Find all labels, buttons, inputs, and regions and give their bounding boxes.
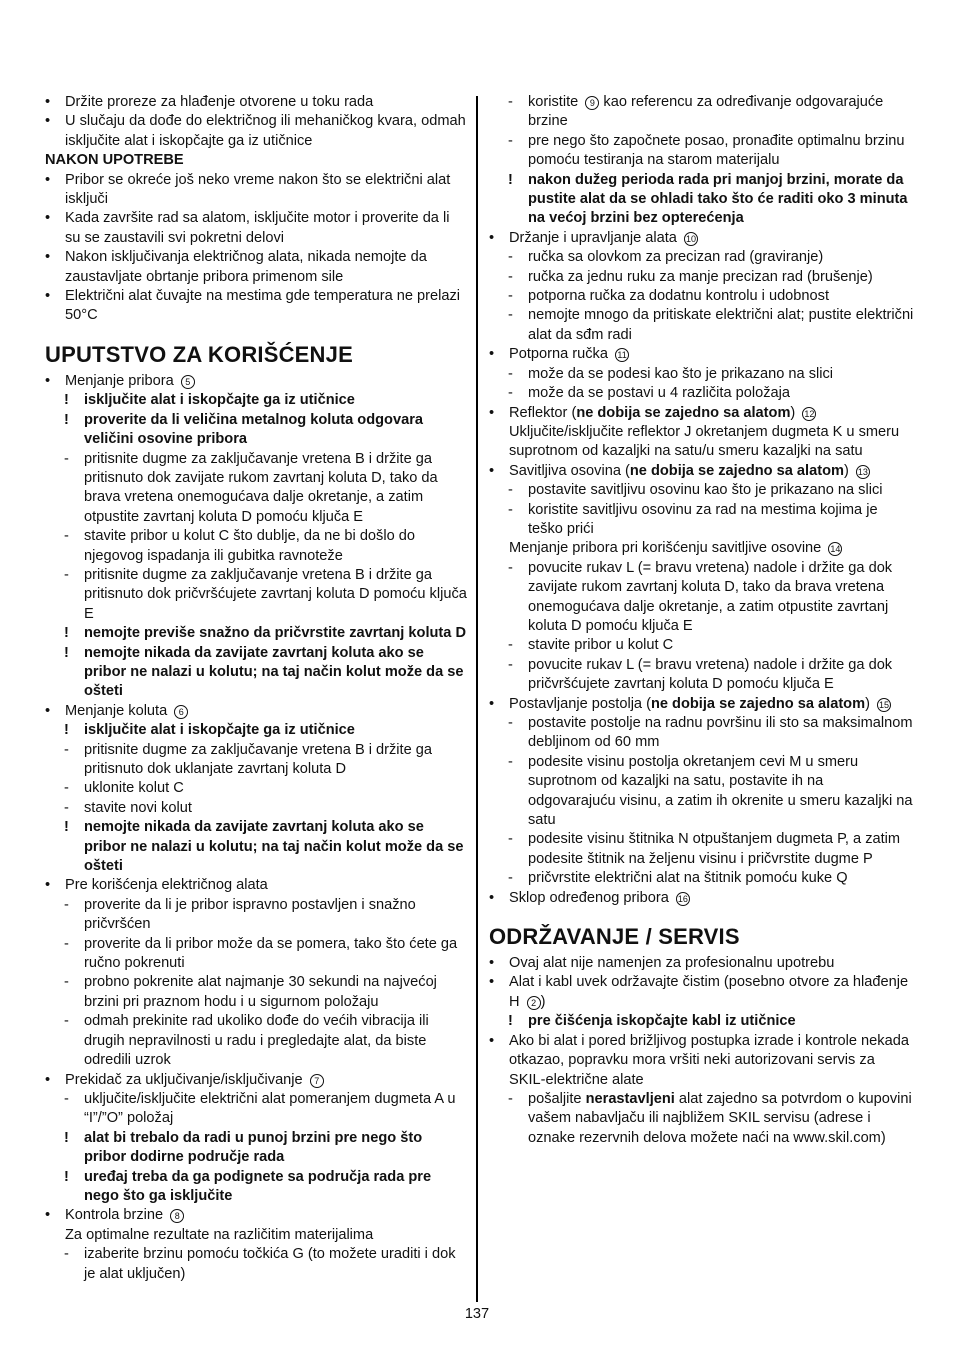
dash-item bbox=[45, 779, 467, 798]
dash-item bbox=[45, 973, 467, 1012]
figure-ref-number: 12 bbox=[804, 408, 815, 419]
item-text-body: uređaj treba da ga podignete sa područja rada pre nego što ga isključite bbox=[84, 1168, 432, 1204]
bullet-item bbox=[45, 702, 467, 721]
dash-marker: - bbox=[508, 249, 513, 266]
item-text-body: proverite da li veličina metalnog koluta odgovara veličini osovine pribora bbox=[84, 411, 423, 448]
item-text bbox=[528, 268, 914, 287]
figure-ref-number: 6 bbox=[174, 705, 188, 719]
item-text-body: alat zajedno sa potvrdom o kupovini vašem nabavljaču ili najbližem SKIL servisu (adrese i oznake rezervnih delova možete naći na www.skil.com) bbox=[528, 1090, 912, 1146]
dash-item bbox=[489, 656, 914, 695]
item-text-body: uključite/isključite električni alat pomeranjem dugmeta A u “I”/”O” položaj bbox=[84, 1090, 456, 1127]
bullet-marker: • bbox=[45, 372, 51, 389]
item-text-body: Menjanje pribora bbox=[65, 372, 174, 389]
item-text-body: uklonite kolut C bbox=[84, 780, 184, 797]
item-text-bold: nerastavljeni bbox=[585, 1090, 675, 1107]
figure-ref-number: 11 bbox=[615, 348, 629, 362]
bullet-marker: • bbox=[45, 288, 51, 305]
item-text-body: nemojte nikada da zavijate zavrtanj koluta ako se pribor ne nalazi u kolutu; na taj način kolut može da se ošteti bbox=[84, 819, 464, 875]
item-text bbox=[528, 93, 914, 132]
item-text bbox=[528, 1012, 914, 1031]
warning-marker: ! bbox=[508, 1013, 513, 1030]
warning-marker: ! bbox=[64, 392, 69, 409]
item-text bbox=[84, 1129, 467, 1168]
bullet-marker: • bbox=[489, 695, 495, 712]
dash-item bbox=[45, 741, 467, 780]
bullet-item bbox=[45, 287, 467, 326]
item-text-body: potporna ručka za dodatnu kontrolu i udobnost bbox=[528, 288, 830, 305]
bullet-marker: • bbox=[45, 877, 51, 894]
warning-item bbox=[45, 644, 467, 702]
warning-item bbox=[45, 721, 467, 740]
dash-item bbox=[489, 714, 914, 753]
bullet-item bbox=[489, 973, 914, 1012]
item-text bbox=[528, 248, 914, 267]
dash-item bbox=[45, 566, 467, 624]
bullet-item bbox=[45, 248, 467, 287]
item-text bbox=[84, 1168, 467, 1207]
item-text-body: izaberite brzinu pomoću točkića G (to možete uraditi i dok je alat uključen) bbox=[84, 1246, 456, 1282]
item-text bbox=[509, 695, 914, 714]
item-text-tail: ) bbox=[790, 404, 796, 421]
bullet-item bbox=[489, 954, 914, 973]
warning-marker: ! bbox=[64, 1168, 69, 1185]
dash-item bbox=[489, 636, 914, 655]
bullet-item bbox=[45, 1071, 467, 1090]
bullet-item bbox=[45, 1206, 467, 1225]
item-text bbox=[84, 527, 467, 566]
item-text-body: podesite visinu štitnika N otpuštanjem dugmeta P, a zatim podesite štitnik na željenu visinu i pričvrstite dugme P bbox=[528, 831, 901, 867]
item-text bbox=[528, 132, 914, 171]
warning-marker: ! bbox=[64, 411, 69, 428]
item-text-body: probno pokrenite alat najmanje 30 sekundi na najvećoj brzini pri praznom hodu i u sigurnom položaju bbox=[84, 974, 437, 1010]
item-text bbox=[84, 644, 467, 702]
item-text bbox=[65, 287, 467, 326]
dash-marker: - bbox=[64, 1090, 69, 1107]
dash-marker: - bbox=[508, 132, 513, 149]
bullet-item bbox=[45, 171, 467, 210]
warning-marker: ! bbox=[64, 625, 69, 642]
item-text bbox=[65, 876, 467, 895]
item-text bbox=[84, 1245, 467, 1284]
item-text-body: Menjanje koluta bbox=[65, 702, 168, 719]
item-text bbox=[509, 462, 914, 481]
item-text bbox=[509, 404, 914, 462]
dash-item bbox=[489, 268, 914, 287]
dash-item bbox=[45, 1012, 467, 1070]
item-text bbox=[65, 1071, 467, 1090]
dash-marker: - bbox=[508, 1090, 513, 1107]
item-text bbox=[528, 1090, 914, 1148]
bullet-marker: • bbox=[45, 94, 51, 110]
bullet-marker: • bbox=[489, 346, 495, 363]
item-text-bold: ne dobija se zajedno sa alatom bbox=[629, 462, 844, 479]
dash-marker: - bbox=[508, 94, 513, 110]
warning-item bbox=[45, 391, 467, 410]
figure-ref-number: 2 bbox=[527, 996, 541, 1010]
dash-item bbox=[489, 481, 914, 500]
item-text-body: može da se postavi u 4 različita položaja bbox=[528, 385, 791, 402]
dash-marker: - bbox=[64, 780, 69, 797]
item-text bbox=[509, 229, 914, 248]
item-text-tail: ) bbox=[843, 462, 849, 479]
item-text bbox=[65, 171, 467, 210]
item-text-body: nemojte nikada da zavijate zavrtanj koluta ako se pribor ne nalazi u kolutu; na taj način kolut može da se ošteti bbox=[84, 644, 464, 700]
item-text-body: Sklop određenog pribora bbox=[509, 889, 669, 906]
dash-marker: - bbox=[508, 870, 513, 887]
section-heading-wrap bbox=[489, 908, 914, 954]
figure-ref-number: 15 bbox=[879, 699, 890, 710]
dash-marker: - bbox=[508, 637, 513, 654]
dash-marker: - bbox=[64, 799, 69, 816]
dash-marker: - bbox=[508, 307, 513, 324]
dash-item bbox=[489, 559, 914, 637]
item-text bbox=[509, 345, 914, 364]
bullet-item bbox=[489, 404, 914, 462]
dash-marker: - bbox=[508, 288, 513, 305]
item-text bbox=[509, 1032, 914, 1090]
item-text-body: Alat i kabl uvek održavajte čistim (posebno otvore za hlađenje H bbox=[509, 974, 909, 1010]
dash-marker: - bbox=[508, 482, 513, 499]
dash-item bbox=[45, 1090, 467, 1129]
item-text bbox=[84, 391, 467, 410]
bullet-item bbox=[489, 229, 914, 248]
item-text-body: Ako bi alat i pored brižljivog postupka izrade i kontrole nekada otkazao, popravku mora vršiti neki autorizovani servis za SKIL-električne alate bbox=[509, 1032, 909, 1088]
bullet-marker: • bbox=[489, 889, 495, 906]
item-text bbox=[65, 702, 467, 721]
dash-marker: - bbox=[64, 1013, 69, 1030]
bullet-item bbox=[45, 112, 467, 151]
dash-marker: - bbox=[64, 528, 69, 545]
item-text-body: povucite rukav L (= bravu vretena) nadole i držite ga dok zavijate rukom zavrtanj koluta D, tako da brava vretena onemogućava dalje okretanje, a zatim otpustite zavrtanj koluta D pomoću ključa E bbox=[528, 559, 893, 634]
item-text bbox=[528, 559, 914, 637]
item-text-body: ručka za jednu ruku za manje precizan rad (brušenje) bbox=[528, 268, 873, 285]
paragraph bbox=[489, 539, 914, 558]
item-text-body: Uključite/isključite reflektor J okretanjem dugmeta K u smeru suprotnom od kazaljki na satu/u smeru kazaljki na satu bbox=[509, 423, 900, 460]
dash-marker: - bbox=[508, 656, 513, 673]
dash-item bbox=[45, 527, 467, 566]
item-text bbox=[528, 753, 914, 831]
item-text-lead: pošaljite bbox=[528, 1090, 582, 1107]
item-text-body: Pribor se okreće još neko vreme nakon što se električni alat isključi bbox=[65, 171, 451, 208]
warning-marker: ! bbox=[64, 819, 69, 836]
section-heading: ODRŽAVANJE / SERVIS bbox=[489, 924, 740, 950]
item-text bbox=[84, 721, 467, 740]
item-text-body: nemojte previše snažno da pričvrstite zavrtanj koluta D bbox=[84, 625, 466, 642]
item-text-bold: ne dobija se zajedno sa alatom bbox=[650, 695, 866, 712]
item-text bbox=[528, 481, 914, 500]
dash-item bbox=[489, 132, 914, 171]
figure-ref-number: 16 bbox=[677, 893, 688, 904]
bullet-item bbox=[489, 1032, 914, 1090]
item-text-body: Pre korišćenja električnog alata bbox=[65, 877, 268, 894]
item-text-body: postavite savitljivu osovinu kao što je prikazano na slici bbox=[528, 482, 883, 499]
dash-marker: - bbox=[508, 559, 513, 576]
dash-marker: - bbox=[64, 935, 69, 952]
dash-marker: - bbox=[508, 715, 513, 731]
section-heading-wrap bbox=[45, 326, 467, 372]
item-text bbox=[528, 656, 914, 695]
item-text-body: Držanje i upravljanje alata bbox=[509, 229, 677, 246]
dash-marker: - bbox=[64, 566, 69, 583]
dash-marker: - bbox=[64, 896, 69, 913]
item-text bbox=[84, 624, 467, 643]
item-text bbox=[84, 411, 467, 450]
item-text-lead: koristite bbox=[528, 94, 579, 110]
item-text bbox=[65, 93, 467, 112]
item-text bbox=[509, 889, 914, 908]
warning-marker: ! bbox=[508, 171, 513, 188]
item-text-tail: ) bbox=[540, 993, 546, 1010]
bullet-marker: • bbox=[489, 955, 495, 972]
item-text-body: podesite visinu postolja okretanjem cevi M u smeru suprotnom od kazaljki na satu, postavite ih na odgovarajuću visinu, a zatim ih okrenite u smeru kazaljki na satu bbox=[528, 753, 913, 829]
item-text bbox=[84, 450, 467, 528]
item-text-body: U slučaju da dođe do električnog ili mehaničkog kvara, odmah isključite alat i iskopčajte ga iz utičnice bbox=[65, 113, 466, 149]
figure-ref-number: 8 bbox=[170, 1209, 184, 1223]
item-text bbox=[528, 306, 914, 345]
item-text-body: stavite novi kolut bbox=[84, 799, 192, 816]
bullet-marker: • bbox=[45, 210, 51, 227]
item-text-body: koristite savitljivu osovinu za rad na mestima kojima je teško prići bbox=[528, 501, 878, 537]
dash-item bbox=[489, 306, 914, 345]
paragraph bbox=[45, 1226, 467, 1245]
item-text bbox=[84, 1012, 467, 1070]
item-text bbox=[528, 365, 914, 384]
item-text-body: isključite alat i iskopčajte ga iz utičnice bbox=[84, 722, 355, 739]
figure-ref-number: 5 bbox=[181, 375, 195, 389]
bullet-marker: • bbox=[489, 1032, 495, 1049]
item-text-body: povucite rukav L (= bravu vretena) nadole i držite ga dok pričvršćujete zavrtanj koluta D pomoću ključa E bbox=[528, 656, 893, 693]
item-text bbox=[65, 112, 467, 151]
dash-item bbox=[45, 450, 467, 528]
dash-marker: - bbox=[64, 741, 69, 758]
bullet-item bbox=[45, 876, 467, 895]
item-text bbox=[509, 973, 914, 1012]
bullet-item bbox=[45, 209, 467, 248]
bullet-item bbox=[489, 889, 914, 908]
bullet-marker: • bbox=[45, 1207, 51, 1224]
bullet-marker: • bbox=[489, 404, 495, 421]
dash-item bbox=[45, 1245, 467, 1284]
item-text bbox=[528, 636, 914, 655]
dash-item bbox=[489, 384, 914, 403]
dash-item bbox=[489, 753, 914, 831]
bullet-marker: • bbox=[489, 229, 495, 246]
warning-marker: ! bbox=[64, 644, 69, 661]
item-text-body: Prekidač za uključivanje/isključivanje bbox=[65, 1071, 303, 1088]
item-text-body: Električni alat čuvajte na mestima gde temperatura ne prelazi 50°C bbox=[65, 288, 461, 324]
item-text bbox=[65, 372, 467, 391]
item-text-body: isključite alat i iskopčajte ga iz utičnice bbox=[84, 392, 355, 409]
figure-ref-number: 14 bbox=[830, 544, 841, 555]
item-text-body: pritisnite dugme za zaključavanje vretena B i držite ga pritisnuto dok uklanjate zavrtanj koluta D bbox=[84, 741, 432, 777]
figure-ref-number: 9 bbox=[585, 96, 599, 110]
item-text bbox=[84, 896, 467, 935]
dash-item bbox=[489, 287, 914, 306]
bullet-marker: • bbox=[489, 462, 495, 479]
item-text bbox=[84, 1090, 467, 1129]
page-number: 137 bbox=[464, 1306, 490, 1322]
dash-marker: - bbox=[64, 450, 69, 467]
item-text-body: proverite da li je pribor ispravno postavljen i snažno pričvršćen bbox=[84, 896, 416, 933]
item-text-body: Kontrola brzine bbox=[65, 1207, 164, 1224]
item-text bbox=[528, 384, 914, 403]
warning-marker: ! bbox=[64, 722, 69, 739]
item-text bbox=[528, 171, 914, 229]
dash-marker: - bbox=[64, 1246, 69, 1263]
dash-marker: - bbox=[508, 831, 513, 848]
bullet-marker: • bbox=[45, 171, 51, 188]
warning-item bbox=[45, 818, 467, 876]
item-text-body: Držite proreze za hlađenje otvorene u toku rada bbox=[65, 94, 374, 110]
dash-item bbox=[489, 869, 914, 888]
dash-item bbox=[489, 501, 914, 540]
item-text bbox=[509, 954, 914, 973]
bullet-item bbox=[45, 93, 467, 112]
item-text bbox=[84, 973, 467, 1012]
dash-item bbox=[489, 93, 914, 132]
item-text-body: pritisnite dugme za zaključavanje vretena B i držite ga pritisnuto dok pričvršćujete zavrtanj koluta D pomoću ključa E bbox=[84, 566, 467, 622]
dash-marker: - bbox=[508, 268, 513, 285]
dash-item bbox=[45, 896, 467, 935]
bullet-marker: • bbox=[45, 1071, 51, 1088]
item-text bbox=[84, 779, 467, 798]
figure-ref-number: 7 bbox=[310, 1074, 324, 1088]
dash-item bbox=[489, 365, 914, 384]
dash-item bbox=[489, 248, 914, 267]
item-text bbox=[528, 869, 914, 888]
item-text-body: nakon dužeg perioda rada pri manjoj brzini, morate da pustite alat da se ohladi tako što će raditi oko 3 minuta na većoj brzini bez opterećenja bbox=[528, 171, 908, 227]
item-text-body: pre čišćenja iskopčajte kabl iz utičnice bbox=[528, 1013, 796, 1030]
item-text-body: pre nego što započnete posao, pronađite optimalnu brzinu pomoću testiranja na starom materijalu bbox=[528, 132, 905, 169]
item-text bbox=[65, 248, 467, 287]
item-text-lead: Reflektor ( bbox=[509, 404, 577, 421]
dash-item bbox=[489, 830, 914, 869]
item-text-body: stavite pribor u kolut C bbox=[528, 637, 674, 654]
item-text bbox=[528, 830, 914, 869]
bullet-item bbox=[489, 462, 914, 481]
dash-marker: - bbox=[508, 753, 513, 770]
figure-ref-number: 13 bbox=[857, 466, 868, 477]
bullet-item bbox=[489, 695, 914, 714]
item-text-lead: Postavljanje postolja ( bbox=[509, 695, 651, 712]
subheading: NAKON UPOTREBE bbox=[45, 152, 184, 169]
bullet-item bbox=[489, 345, 914, 364]
dash-item bbox=[45, 799, 467, 818]
item-text bbox=[84, 566, 467, 624]
figure-ref-number: 10 bbox=[685, 233, 696, 244]
item-text-body: alat bi trebalo da radi u punoj brzini pre nego što pribor dodirne područje rada bbox=[84, 1129, 423, 1166]
item-text-body: kao referencu za određivanje odgovarajuće brzine bbox=[528, 94, 884, 130]
item-text-body: Ovaj alat nije namenjen za profesionalnu upotrebu bbox=[509, 955, 835, 972]
column-divider bbox=[476, 96, 478, 1302]
item-text-body: stavite pribor u kolut C što dublje, da ne bi došlo do njegovog ispadanja ili gubitka ravnoteže bbox=[84, 528, 415, 564]
item-text-body: odmah prekinite rad ukoliko dođe do većih vibracija ili drugih nepravilnosti u radu i pregledajte alat, da biste odredili uzrok bbox=[84, 1013, 429, 1069]
item-text-lead: Savitljiva osovina ( bbox=[509, 462, 630, 479]
dash-marker: - bbox=[508, 501, 513, 518]
warning-item bbox=[489, 171, 914, 229]
item-text bbox=[84, 799, 467, 818]
item-text-body: može da se podesi kao što je prikazano na slici bbox=[528, 365, 834, 382]
warning-item bbox=[45, 1129, 467, 1168]
bullet-marker: • bbox=[45, 702, 51, 719]
item-text bbox=[84, 935, 467, 974]
item-text-body: pričvrstite električni alat na štitnik pomoću kuke Q bbox=[528, 870, 848, 887]
right-column bbox=[489, 93, 914, 1148]
item-text-body: proverite da li pribor može da se pomera, tako što ćete ga ručno pokrenuti bbox=[84, 935, 458, 972]
warning-item bbox=[45, 411, 467, 450]
dash-item bbox=[45, 935, 467, 974]
item-text bbox=[84, 741, 467, 780]
left-column bbox=[45, 93, 467, 1284]
warning-item bbox=[489, 1012, 914, 1031]
warning-item bbox=[45, 624, 467, 643]
bullet-item bbox=[45, 372, 467, 391]
warning-marker: ! bbox=[64, 1129, 69, 1146]
item-text-body: nemojte mnogo da pritiskate električni alat; pustite električni alat da sđm radi bbox=[528, 307, 914, 343]
item-text bbox=[65, 209, 467, 248]
item-text-body: pritisnite dugme za zaključavanje vretena B i držite ga pritisnuto dok zavijate rukom zavrtanj koluta D, tako da brava vretena onemogućava dalje okretanje, a zatim otpustite zavrtanj koluta D pomoću ključa E bbox=[84, 450, 438, 525]
paragraph-text: Menjanje pribora pri korišćenju savitljive osovine bbox=[509, 540, 822, 557]
item-text bbox=[528, 287, 914, 306]
item-text-body: postavite postolje na radnu površinu ili sto sa maksimalnom debljinom od 60 mm bbox=[528, 715, 913, 751]
paragraph-text: Za optimalne rezultate na različitim materijalima bbox=[65, 1226, 374, 1243]
dash-marker: - bbox=[508, 385, 513, 402]
warning-item bbox=[45, 1168, 467, 1207]
dash-marker: - bbox=[64, 974, 69, 991]
dash-item bbox=[489, 1090, 914, 1148]
item-text-tail: ) bbox=[865, 695, 870, 712]
item-text-body: ručka sa olovkom za precizan rad (graviranje) bbox=[528, 249, 824, 266]
item-text-body: Potporna ručka bbox=[509, 346, 608, 363]
bullet-marker: • bbox=[45, 113, 51, 130]
dash-marker: - bbox=[508, 365, 513, 382]
item-text bbox=[528, 714, 914, 753]
bullet-marker: • bbox=[489, 974, 495, 991]
item-text-body: Kada završite rad sa alatom, isključite motor i proverite da li su se zaustavili svi pokretni delovi bbox=[65, 210, 450, 246]
bullet-marker: • bbox=[45, 249, 51, 266]
item-text bbox=[528, 501, 914, 540]
item-text bbox=[65, 1206, 467, 1225]
item-text-bold: ne dobija se zajedno sa alatom bbox=[576, 404, 791, 421]
item-text bbox=[84, 818, 467, 876]
section-heading: UPUTSTVO ZA KORIŠĆENJE bbox=[45, 341, 353, 367]
item-text-body: Nakon isključivanja električnog alata, nikada nemojte da zaustavljate obrtanje pribora primenom sile bbox=[65, 249, 427, 285]
